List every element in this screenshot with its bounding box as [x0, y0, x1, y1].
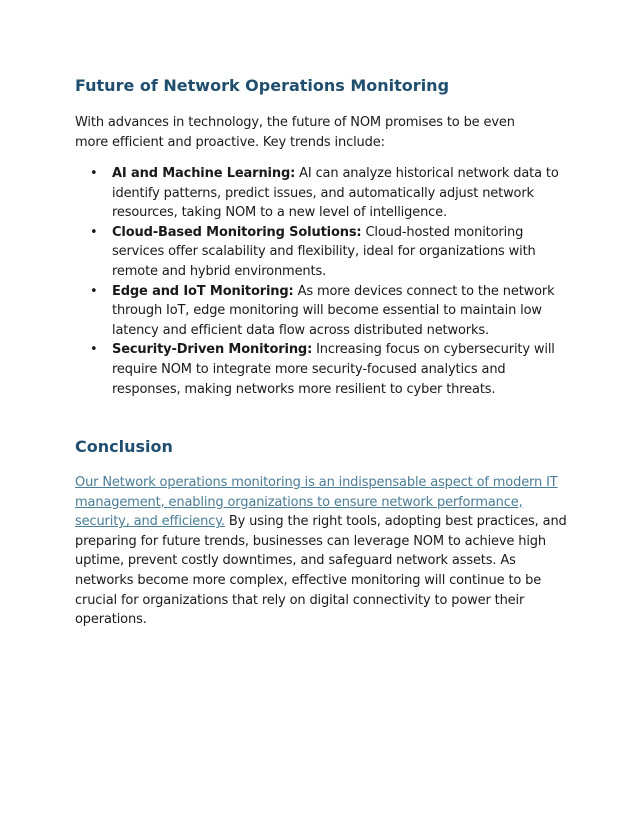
trend-title: Edge and IoT Monitoring:: [112, 283, 294, 299]
list-item: [75, 164, 570, 223]
list-item: [75, 282, 570, 341]
trend-title: Security-Driven Monitoring:: [112, 342, 313, 358]
trend-text: As more devices connect to the network through IoT, edge monitoring will become essential to maintain low latency and efficient data flow across distributed networks.: [112, 283, 555, 338]
trend-text: Increasing focus on cybersecurity will require NOM to integrate more security-focused analytics and responses, making networks more resilient to cyber threats.: [112, 342, 555, 397]
bullet-icon: •: [90, 283, 98, 299]
section-heading-future: Future of Network Operations Monitoring: [75, 76, 450, 95]
conclusion-paragraph: [75, 473, 570, 630]
list-item: [75, 223, 570, 282]
trend-title: AI and Machine Learning:: [112, 166, 296, 181]
trend-text: AI can analyze historical network data to identify patterns, predict issues, and automatically adjust network resources, taking NOM to a new level of intelligence.: [112, 166, 559, 221]
bullet-icon: •: [90, 166, 98, 181]
section-heading-conclusion: Conclusion: [75, 437, 173, 456]
bullet-icon: •: [90, 224, 98, 240]
bullet-icon: •: [90, 342, 98, 358]
intro-paragraph: With advances in technology, the future of NOM promises to be even more efficient and proactive. Key trends include:: [75, 115, 515, 150]
trend-text: Cloud-hosted monitoring services offer scalability and flexibility, ideal for organizations with remote and hybrid environments.: [112, 224, 536, 279]
nom-link[interactable]: Our Network operations monitoring is an indispensable aspect of modern IT management, enabling organizations to ensure network performance, security, and efficiency.: [75, 475, 558, 530]
conclusion-body: By using the right tools, adopting best practices, and preparing for future trends, businesses can leverage NOM to achieve high uptime, prevent costly downtimes, and safeguard network assets. As networks become more complex, effective monitoring will continue to be crucial for organizations that rely on digital connectivity to power their operations.: [75, 514, 567, 628]
trends-list: [75, 164, 570, 399]
trend-title: Cloud-Based Monitoring Solutions:: [112, 224, 362, 240]
list-item: [75, 340, 570, 399]
